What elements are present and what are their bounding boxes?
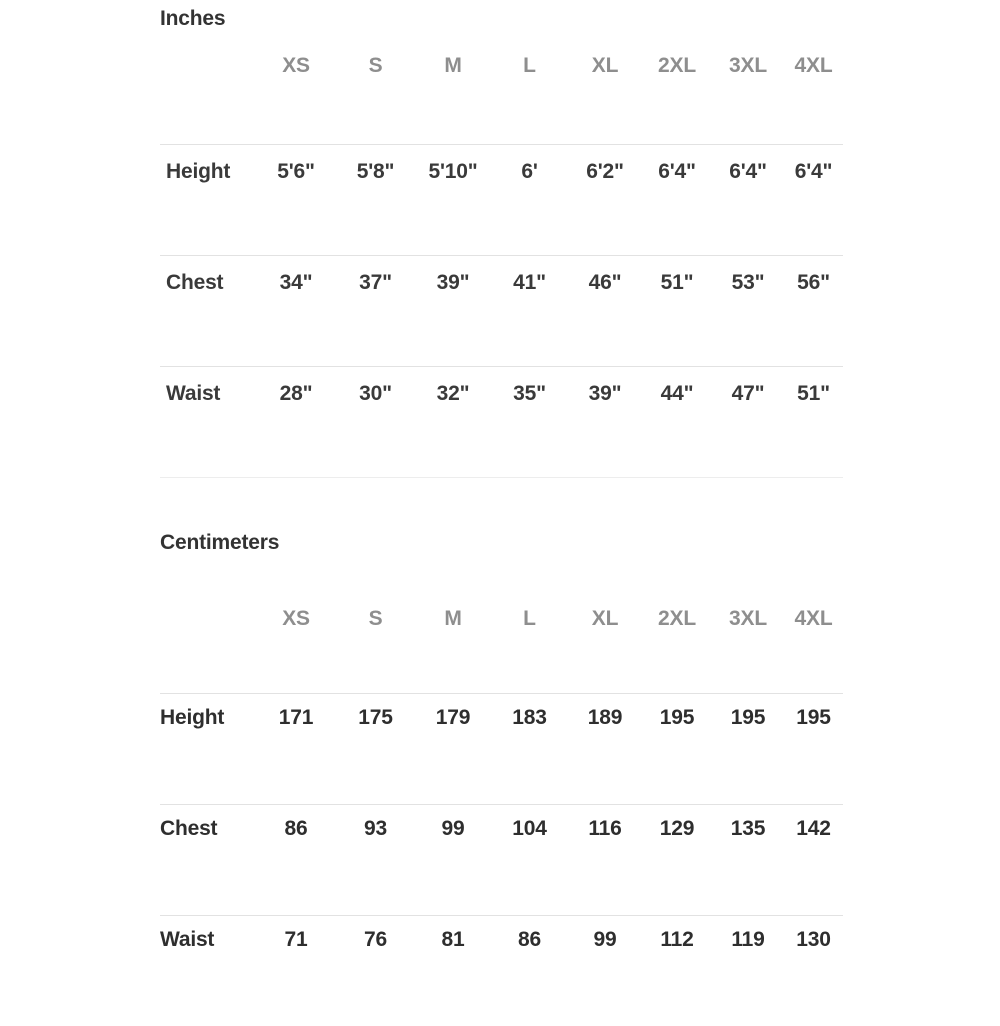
size-header-s: S	[336, 555, 415, 694]
cell: 189	[568, 694, 642, 805]
row-label: Height	[160, 694, 256, 805]
cell: 171	[256, 694, 336, 805]
inches-section	[160, 7, 844, 478]
cell: 37"	[336, 256, 415, 367]
cell: 51"	[784, 367, 843, 478]
cell: 76	[336, 916, 415, 1026]
centimeters-size-table	[160, 555, 843, 1026]
cell: 5'10"	[415, 145, 491, 256]
cell: 104	[491, 805, 568, 916]
row-label: Waist	[160, 367, 256, 478]
size-header-xs: XS	[256, 555, 336, 694]
cell: 51"	[642, 256, 712, 367]
inches-table-title: Inches	[160, 7, 844, 31]
cell: 195	[784, 694, 843, 805]
table-row-waist	[160, 916, 843, 1026]
size-header-3xl: 3XL	[712, 31, 784, 145]
size-header-row	[160, 555, 843, 694]
cell: 86	[256, 805, 336, 916]
size-header-4xl: 4XL	[784, 31, 843, 145]
size-header-3xl: 3XL	[712, 555, 784, 694]
cell: 6'	[491, 145, 568, 256]
size-header-s: S	[336, 31, 415, 145]
cell: 6'4"	[712, 145, 784, 256]
size-header-2xl: 2XL	[642, 555, 712, 694]
size-header-l: L	[491, 31, 568, 145]
cell: 135	[712, 805, 784, 916]
size-header-xs: XS	[256, 31, 336, 145]
size-header-l: L	[491, 555, 568, 694]
cell: 195	[712, 694, 784, 805]
empty-corner-cell	[160, 31, 256, 145]
cell: 129	[642, 805, 712, 916]
cell: 93	[336, 805, 415, 916]
cell: 47"	[712, 367, 784, 478]
cell: 53"	[712, 256, 784, 367]
size-header-m: M	[415, 555, 491, 694]
size-header-2xl: 2XL	[642, 31, 712, 145]
cell: 175	[336, 694, 415, 805]
cell: 39"	[415, 256, 491, 367]
cell: 30"	[336, 367, 415, 478]
cell: 179	[415, 694, 491, 805]
centimeters-table-title: Centimeters	[160, 531, 844, 555]
row-label: Chest	[160, 256, 256, 367]
size-header-xl: XL	[568, 555, 642, 694]
cell: 195	[642, 694, 712, 805]
table-row-chest	[160, 805, 843, 916]
centimeters-section	[160, 531, 844, 1026]
cell: 112	[642, 916, 712, 1026]
row-label: Height	[160, 145, 256, 256]
cell: 71	[256, 916, 336, 1026]
size-header-4xl: 4XL	[784, 555, 843, 694]
size-header-xl: XL	[568, 31, 642, 145]
cell: 32"	[415, 367, 491, 478]
table-row-chest	[160, 256, 843, 367]
cell: 35"	[491, 367, 568, 478]
table-row-waist	[160, 367, 843, 478]
cell: 130	[784, 916, 843, 1026]
cell: 5'6"	[256, 145, 336, 256]
size-header-row	[160, 31, 843, 145]
cell: 99	[568, 916, 642, 1026]
size-header-m: M	[415, 31, 491, 145]
cell: 39"	[568, 367, 642, 478]
cell: 28"	[256, 367, 336, 478]
empty-corner-cell	[160, 555, 256, 694]
cell: 44"	[642, 367, 712, 478]
cell: 119	[712, 916, 784, 1026]
table-row-height	[160, 694, 843, 805]
cell: 99	[415, 805, 491, 916]
cell: 183	[491, 694, 568, 805]
cell: 6'4"	[784, 145, 843, 256]
row-label: Chest	[160, 805, 256, 916]
cell: 81	[415, 916, 491, 1026]
row-label: Waist	[160, 916, 256, 1026]
cell: 142	[784, 805, 843, 916]
cell: 6'4"	[642, 145, 712, 256]
cell: 46"	[568, 256, 642, 367]
cell: 41"	[491, 256, 568, 367]
cell: 116	[568, 805, 642, 916]
cell: 34"	[256, 256, 336, 367]
inches-size-table	[160, 31, 843, 478]
cell: 56"	[784, 256, 843, 367]
cell: 5'8"	[336, 145, 415, 256]
table-row-height	[160, 145, 843, 256]
cell: 6'2"	[568, 145, 642, 256]
cell: 86	[491, 916, 568, 1026]
